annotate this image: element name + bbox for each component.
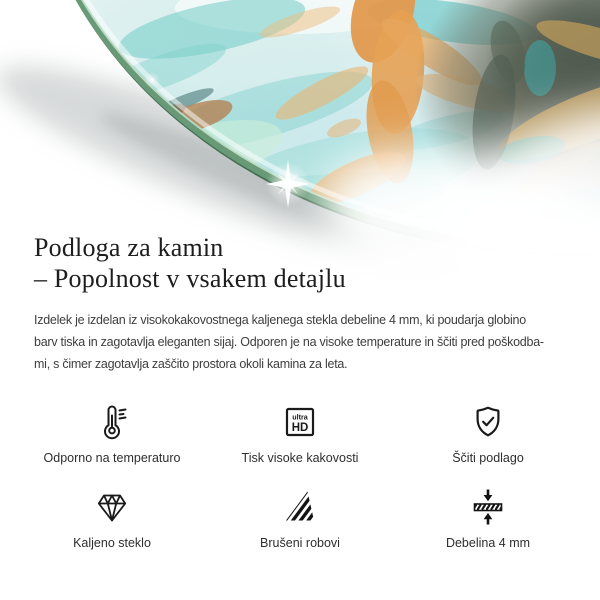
- product-description: [34, 309, 566, 375]
- description-line: mi, s čimer zagotavlja zaščito prostora okoli kamina za leta.: [34, 357, 348, 371]
- feature-beveled-edges: [206, 486, 394, 551]
- thermometer-icon: [92, 401, 132, 443]
- page-title-line2: – Popolnost v vsakem detajlu: [34, 264, 346, 293]
- shield-check-icon: [468, 401, 508, 443]
- feature-label: Odporno na temperaturo: [43, 451, 181, 465]
- ultra-hd-icon-text-bottom: HD: [291, 422, 309, 434]
- ultra-hd-icon-text-top: ultra: [292, 412, 308, 422]
- feature-temperature: [18, 401, 206, 466]
- feature-protection: [394, 401, 582, 466]
- description-line: barv tiska in zagotavlja eleganten sijaj. Odporen je na visoke temperature in ščiti pred poškodba-: [34, 335, 544, 349]
- feature-tempered-glass: [18, 486, 206, 551]
- feature-print-quality: [206, 401, 394, 466]
- beveled-edges-icon: [280, 486, 320, 528]
- diamond-icon: [92, 486, 132, 528]
- thickness-icon: [468, 486, 508, 528]
- feature-label: Brušeni robovi: [260, 536, 340, 550]
- ultra-hd-icon: [280, 401, 320, 443]
- feature-grid: [18, 401, 582, 551]
- product-info-section: [0, 232, 600, 551]
- page-title: [34, 232, 566, 294]
- feature-label: Tisk visoke kakovosti: [241, 451, 359, 465]
- description-line: Izdelek je izdelan iz visokokakovostnega kaljenega stekla debeline 4 mm, ki poudarja globino: [34, 313, 526, 327]
- feature-label: Debelina 4 mm: [445, 536, 531, 550]
- page-title-line1: Podloga za kamin: [34, 233, 224, 262]
- feature-label: Kaljeno steklo: [73, 536, 151, 550]
- feature-label: Ščiti podlago: [452, 451, 524, 465]
- feature-thickness: [394, 486, 582, 551]
